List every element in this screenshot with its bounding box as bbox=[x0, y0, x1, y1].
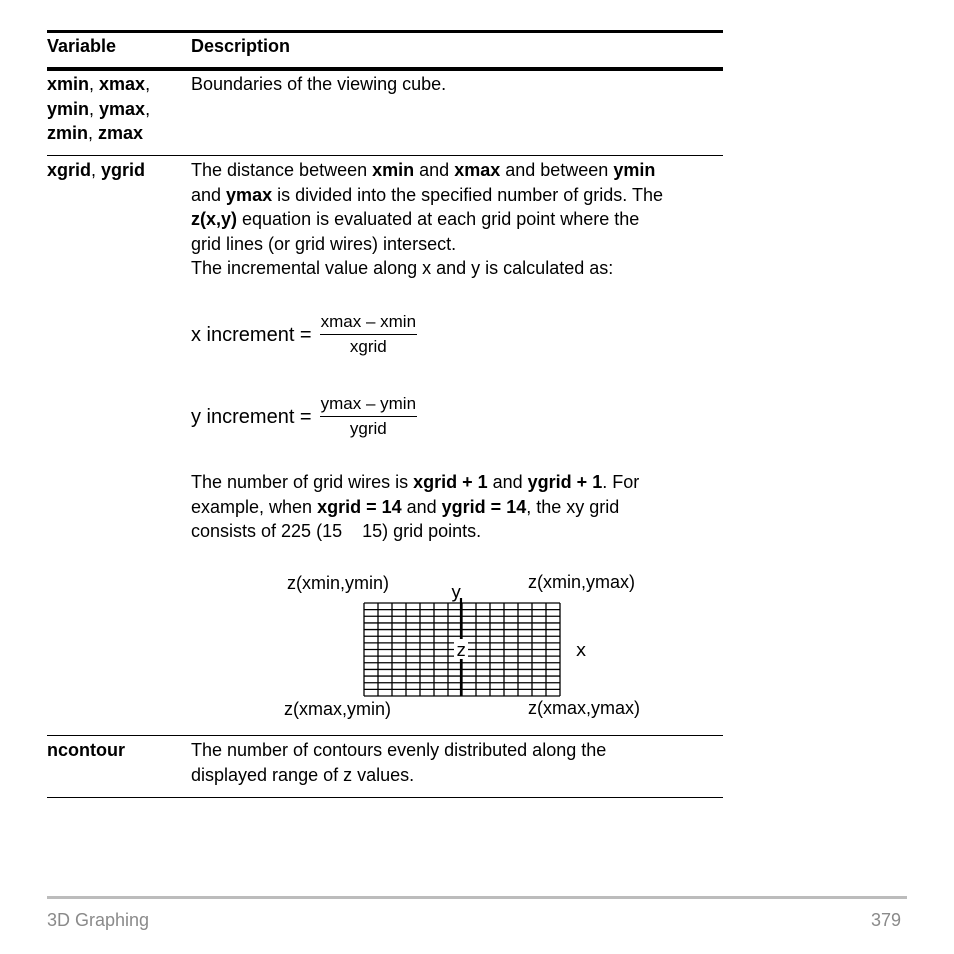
label-z-xmax-ymax: z(xmax,ymax) bbox=[528, 698, 640, 718]
variable-bounds: xmin, xmax, ymin, ymax, zmin, zmax bbox=[47, 74, 151, 143]
variable-ncontour: ncontour bbox=[47, 740, 125, 760]
row-divider-2 bbox=[47, 735, 723, 736]
table-top-rule bbox=[47, 30, 723, 33]
description-grid-paragraph-3: The number of grid wires is xgrid + 1 and ygrid + 1. For example, when xgrid = 14 and ygrid = 14, the xy grid consists of 225 (15 15) grid points. bbox=[191, 472, 640, 541]
footer-page-number: 379 bbox=[871, 910, 902, 930]
header-bottom-rule bbox=[47, 67, 723, 71]
header-variable: Variable bbox=[47, 36, 117, 56]
x-axis-label: x bbox=[575, 640, 587, 661]
variable-grid: xgrid, ygrid bbox=[47, 160, 146, 180]
table-bottom-rule bbox=[47, 797, 723, 798]
increment-intro: The incremental value along x and y is calculated as: bbox=[191, 258, 614, 278]
description-grid-paragraph-1: The distance between xmin and xmax and between ymin and ymax is divided into the specified number of grids. The z(x,y) equation is evaluated at each grid point where the grid lines (or grid wires) intersect. The incremental value along x and y is calculated as: bbox=[191, 160, 663, 278]
label-z-xmin-ymax: z(xmin,ymax) bbox=[528, 572, 635, 592]
z-label: z bbox=[455, 640, 467, 661]
y-increment-formula: y increment = $\frac{ymax - ymin}{\text{ygrid}}$ bbox=[191, 394, 417, 438]
footer-rule bbox=[47, 896, 907, 899]
x-increment-formula: x increment = $\frac{xmax - xmin}{\text{xgrid}}$ bbox=[191, 312, 417, 356]
label-z-xmin-ymin: z(xmin,ymin) bbox=[287, 573, 389, 593]
xy-grid-diagram bbox=[355, 580, 595, 700]
row-divider-1 bbox=[47, 155, 723, 156]
y-axis-label: y bbox=[450, 582, 462, 603]
header-description: Description bbox=[191, 36, 291, 56]
description-bounds: Boundaries of the viewing cube. bbox=[191, 74, 447, 94]
label-z-xmax-ymin: z(xmax,ymin) bbox=[284, 699, 391, 719]
description-ncontour: The number of contours evenly distributed along the displayed range of z values. bbox=[191, 740, 607, 785]
footer-section-title: 3D Graphing bbox=[47, 910, 150, 930]
